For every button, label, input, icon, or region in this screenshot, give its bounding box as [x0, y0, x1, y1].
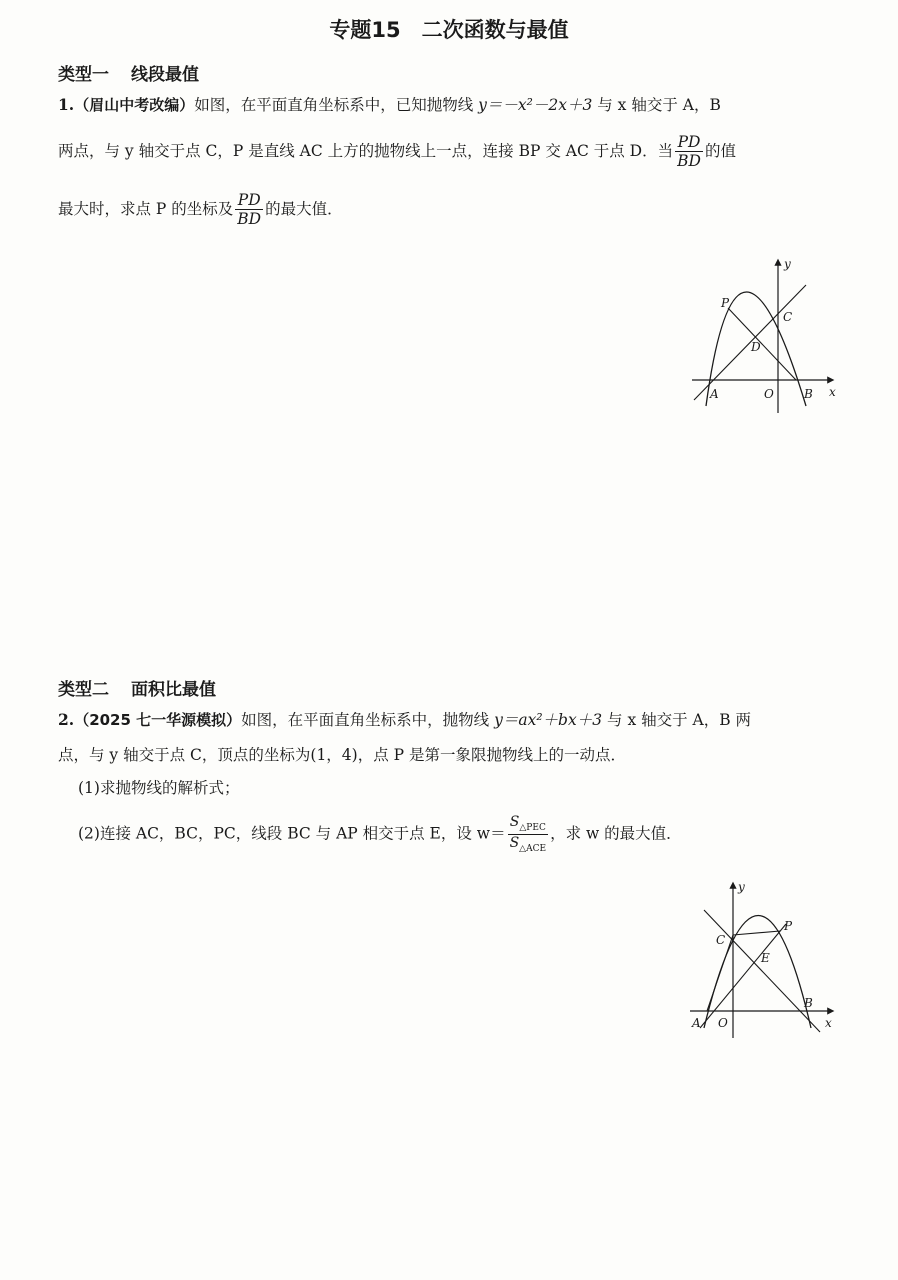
label-y: y — [784, 257, 791, 271]
label-x: x — [829, 385, 836, 399]
question-number: 1. — [58, 95, 75, 114]
q2-figure — [688, 880, 848, 1040]
q1-figure — [688, 255, 848, 415]
page-title: 专题15 二次函数与最值 — [329, 18, 569, 42]
section-topic-label: 面积比最值 — [131, 680, 216, 700]
label-o: O — [718, 1016, 728, 1030]
segment-ap — [700, 924, 786, 1028]
fraction-pd-bd: $\frac{PD}{BD}$ — [237, 191, 262, 229]
q2-line-2: 点，与 y 轴交于点 C，顶点的坐标为(1，4)，点 P 是第一象限抛物线上的一动点． — [58, 746, 627, 764]
label-b: B — [804, 996, 813, 1010]
label-y: y — [738, 880, 745, 894]
q2-part-1: (1)求抛物线的解析式； — [78, 779, 240, 797]
line-bc — [704, 910, 820, 1032]
q2-line-1: 2.（2025 七一华源模拟）如图，在平面直角坐标系中，抛物线 y＝ax²＋bx＋3 与 x 轴交于 A，B 两 — [58, 710, 752, 729]
label-d: D — [751, 340, 761, 354]
label-c: C — [716, 933, 726, 947]
question-source: （2025 七一华源模拟） — [74, 711, 242, 729]
parabola-formula: y＝ax²＋bx＋3 — [494, 711, 603, 729]
section-topic-label: 线段最值 — [131, 65, 199, 85]
q2-part-2: (2)连接 AC，BC，PC，线段 BC 与 AP 相交于点 E，设 w＝ $\frac{S_{\triangle PEC}}{S_{\triangle ACE}}$ ，求 w 的最大值． — [78, 814, 682, 855]
q1-line-2: 两点，与 y 轴交于点 C，P 是直线 AC 上方的抛物线上一点，连接 BP 交 AC 于点 D．当 $\frac{PD}{BD}$ 的值 — [58, 133, 736, 171]
q1-line-3: 最大时，求点 P 的坐标及 $\frac{PD}{BD}$ 的最大值． — [58, 191, 343, 229]
section-type-label: 类型二 — [58, 680, 109, 700]
section-type-label: 类型一 — [58, 65, 109, 85]
label-p: P — [721, 296, 730, 310]
label-e: E — [761, 951, 770, 965]
label-b: B — [804, 387, 813, 401]
q1-line-1: 1.（眉山中考改编）如图，在平面直角坐标系中，已知抛物线 y＝－x²－2x＋3 与 x 轴交于 A，B — [58, 95, 721, 114]
question-source: （眉山中考改编） — [74, 96, 195, 114]
label-o: O — [764, 387, 774, 401]
segment-cp — [733, 931, 780, 935]
line-ac — [694, 285, 806, 400]
section-heading-2 — [58, 675, 216, 700]
label-p: P — [784, 919, 793, 933]
question-number: 2. — [58, 710, 75, 729]
fraction-pd-bd: $\frac{PD}{BD}$ — [677, 133, 701, 171]
label-c: C — [783, 310, 793, 324]
section-heading-1 — [58, 60, 199, 85]
label-a: A — [710, 387, 719, 401]
label-x: x — [825, 1016, 832, 1030]
label-a: A — [692, 1016, 701, 1030]
fraction-area-ratio: $\frac{S_{\triangle PEC}}{S_{\triangle ACE}}$ — [509, 814, 547, 855]
parabola-formula: y＝－x²－2x＋3 — [478, 96, 593, 114]
